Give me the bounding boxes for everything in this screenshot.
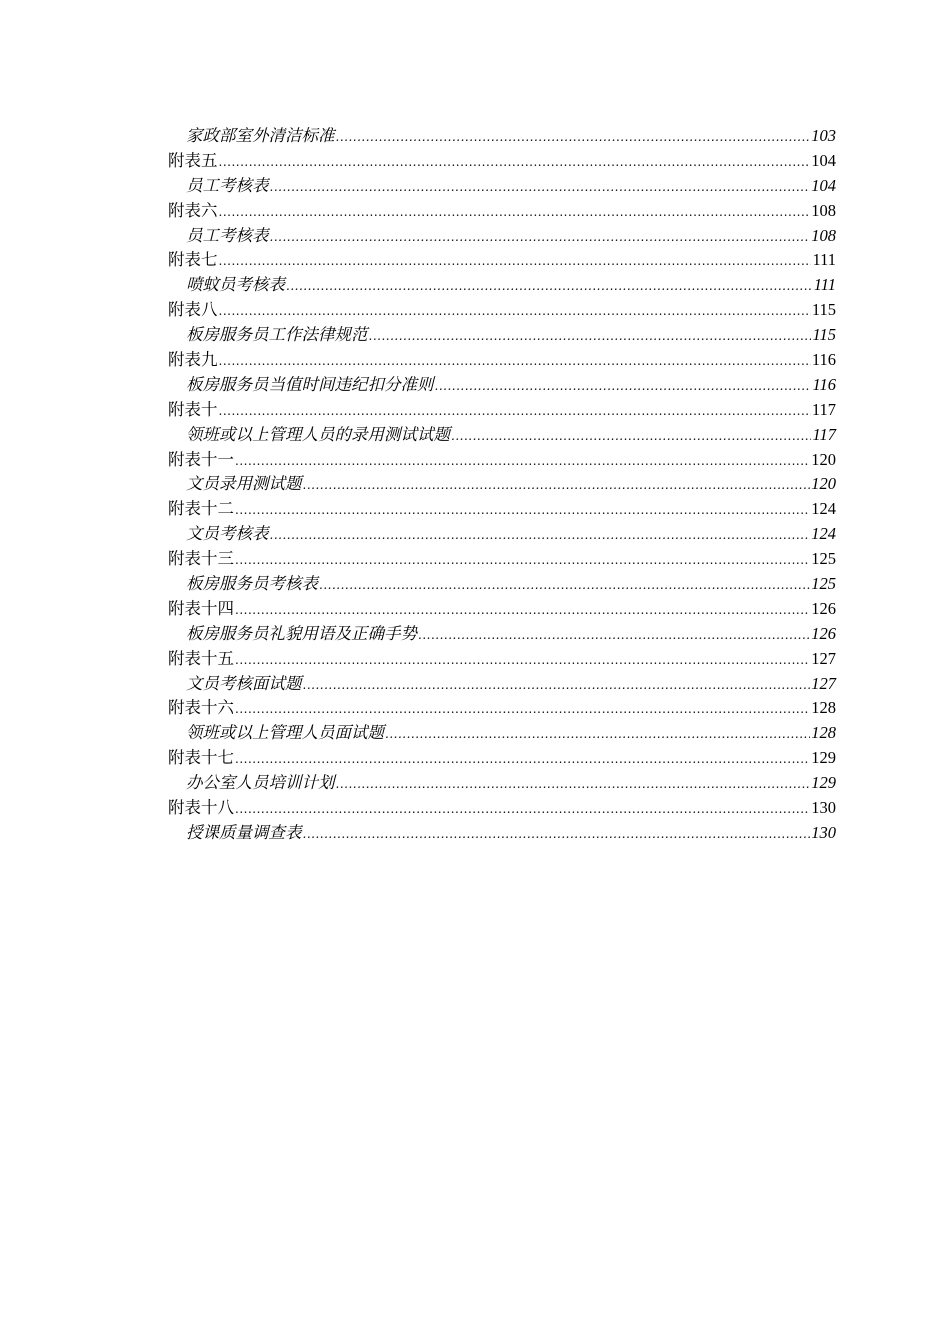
toc-entry-title: 附表五 [168,150,218,170]
toc-dot-leader [270,175,811,200]
toc-entry[interactable] [168,821,836,846]
toc-dot-leader [451,424,811,449]
toc-dot-leader [336,125,811,150]
toc-entry-title: 板房服务员考核表 [186,574,318,594]
toc-entry-page: 116 [812,374,836,394]
toc-entry[interactable] [168,124,836,149]
toc-dot-leader [303,673,811,698]
toc-dot-leader [235,498,810,523]
toc-dot-leader [303,822,811,847]
toc-entry-page: 108 [811,225,836,245]
toc-entry-title: 附表十六 [168,698,234,718]
toc-entry[interactable] [168,448,836,473]
toc-dot-leader [270,225,811,250]
toc-dot-leader [219,249,812,274]
toc-entry-page: 125 [811,549,836,569]
toc-entry-title: 附表十二 [168,499,234,519]
toc-entry[interactable] [168,647,836,672]
toc-entry-title: 授课质量调查表 [186,822,302,842]
toc-entry-title: 附表十七 [168,748,234,768]
toc-dot-leader [369,324,812,349]
toc-entry-page: 111 [812,250,836,270]
toc-entry[interactable] [168,199,836,224]
toc-entry-page: 117 [812,424,836,444]
toc-entry-page: 127 [811,673,836,693]
toc-entry-page: 129 [811,748,836,768]
toc-entry[interactable] [168,497,836,522]
toc-dot-leader [235,449,810,474]
toc-dot-leader [286,274,813,299]
toc-entry[interactable] [168,373,836,398]
toc-dot-leader [219,200,811,225]
toc-entry-page: 108 [811,200,836,220]
toc-dot-leader [219,150,811,175]
toc-entry[interactable] [168,248,836,273]
toc-entry-title: 领班或以上管理人员面试题 [186,723,384,743]
toc-entry-page: 104 [811,150,836,170]
toc-entry-title: 附表十三 [168,549,234,569]
toc-entry-title: 家政部室外清洁标准 [186,126,335,145]
toc-entry-page: 125 [811,574,836,594]
toc-entry-title: 办公室人员培训计划 [186,773,335,793]
toc-entry-title: 板房服务员当值时间违纪扣分准则 [186,374,434,394]
toc-entry-page: 126 [811,623,836,643]
toc-entry-title: 附表六 [168,200,218,220]
toc-entry[interactable] [168,472,836,497]
toc-entry-title: 附表十四 [168,598,234,618]
toc-entry[interactable] [168,696,836,721]
toc-entry-title: 附表八 [168,300,218,320]
toc-entry[interactable] [168,672,836,697]
toc-entry-title: 附表十 [168,399,218,419]
toc-entry-title: 员工考核表 [186,225,269,245]
toc-entry-page: 104 [811,175,836,195]
toc-entry-title: 文员考核面试题 [186,673,302,693]
toc-entry[interactable] [168,522,836,547]
toc-entry-title: 附表十五 [168,648,234,668]
toc-dot-leader [219,349,811,374]
toc-entry-title: 板房服务员礼貌用语及正确手势 [186,623,417,643]
toc-entry[interactable] [168,423,836,448]
toc-entry[interactable] [168,572,836,597]
toc-entry-page: 129 [811,773,836,793]
toc-entry[interactable] [168,721,836,746]
toc-dot-leader [319,573,810,598]
toc-dot-leader [235,598,810,623]
toc-entry-title: 领班或以上管理人员的录用测试试题 [186,424,450,444]
toc-entry-title: 员工考核表 [186,175,269,195]
toc-entry-title: 文员录用测试题 [186,474,302,494]
toc-dot-leader [219,399,811,424]
toc-entry-title: 文员考核表 [186,524,269,544]
toc-entry-page: 126 [811,598,836,618]
table-of-contents [168,124,836,846]
toc-entry-page: 103 [811,126,836,145]
toc-dot-leader [270,523,811,548]
toc-entry-page: 128 [811,723,836,743]
toc-dot-leader [219,299,811,324]
toc-entry[interactable] [168,771,836,796]
toc-entry[interactable] [168,273,836,298]
toc-entry[interactable] [168,174,836,199]
toc-dot-leader [435,374,812,399]
toc-entry[interactable] [168,597,836,622]
toc-entry[interactable] [168,348,836,373]
toc-entry[interactable] [168,298,836,323]
toc-entry[interactable] [168,224,836,249]
toc-entry-title: 喷蚊员考核表 [186,275,285,295]
toc-entry-title: 附表七 [168,250,218,270]
toc-entry[interactable] [168,746,836,771]
toc-entry-page: 124 [811,524,836,544]
toc-entry-page: 120 [811,449,836,469]
toc-entry-page: 124 [811,499,836,519]
toc-dot-leader [336,772,811,797]
toc-dot-leader [303,473,811,498]
toc-entry-page: 130 [811,822,836,842]
toc-entry-page: 115 [812,325,836,345]
toc-entry[interactable] [168,323,836,348]
toc-entry-page: 128 [811,698,836,718]
toc-entry[interactable] [168,796,836,821]
toc-entry-page: 120 [811,474,836,494]
toc-entry-title: 附表十八 [168,798,234,818]
toc-entry[interactable] [168,398,836,423]
toc-dot-leader [418,623,810,648]
toc-entry-page: 130 [811,798,836,818]
toc-dot-leader [235,548,810,573]
toc-entry-page: 127 [811,648,836,668]
toc-dot-leader [235,648,810,673]
toc-entry-title: 附表十一 [168,449,234,469]
toc-dot-leader [235,697,810,722]
toc-entry-page: 111 [813,275,836,295]
toc-entry[interactable] [168,149,836,174]
toc-entry-page: 117 [811,399,836,419]
toc-entry-page: 115 [811,300,836,320]
toc-entry-page: 116 [811,350,836,370]
toc-dot-leader [235,797,810,822]
toc-entry-title: 附表九 [168,350,218,370]
toc-entry[interactable] [168,622,836,647]
toc-entry[interactable] [168,547,836,572]
toc-dot-leader [385,722,810,747]
toc-entry-title: 板房服务员工作法律规范 [186,325,368,345]
toc-dot-leader [235,747,810,772]
